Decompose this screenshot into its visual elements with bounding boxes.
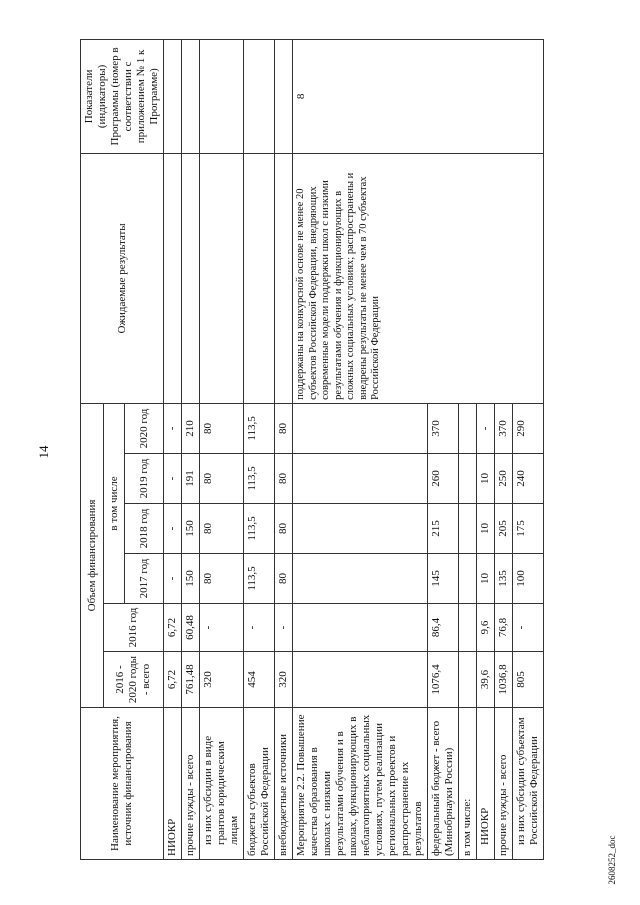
cell-2017: 80 <box>275 554 293 604</box>
row-label: федеральный бюджет - всего (Минобрнауки России) <box>428 708 459 860</box>
header-2016: 2016 год <box>104 604 164 652</box>
cell-2016: 60,48 <box>182 604 200 652</box>
cell-total: 1036,8 <box>495 652 513 708</box>
cell-2016: 6,72 <box>164 604 182 652</box>
cell-2019: 250 <box>495 454 513 504</box>
cell-2019: 80 <box>275 454 293 504</box>
cell-total: 320 <box>275 652 293 708</box>
cell-2020: 290 <box>513 403 544 453</box>
measure-title: Мероприятие 2.2. Повышение качества образования в школах с низкими результатами обучения и в школах, функционирующих в неблагоприятных социальных условиях, путем реализации региональных проектов и распространение их результатов <box>293 708 428 860</box>
cell-2018: 113,5 <box>244 504 275 554</box>
header-2019: 2019 год <box>125 454 164 504</box>
row-label: прочие нужды - всего <box>182 708 200 860</box>
header-2018: 2018 год <box>125 504 164 554</box>
cell-2017: 100 <box>513 554 544 604</box>
row-label: в том числе: <box>459 708 477 860</box>
row-label: из них субсидии в виде грантов юридическим лицам <box>200 708 244 860</box>
row-label: бюджеты субъектов Российской Федерации <box>244 708 275 860</box>
cell-total: 320 <box>200 652 244 708</box>
row-label: НИОКР <box>477 708 495 860</box>
cell-2018: 215 <box>428 504 459 554</box>
rotated-table-container <box>80 40 580 860</box>
cell-2018: 10 <box>477 504 495 554</box>
cell-2020: 80 <box>200 403 244 453</box>
row-label: внебюджетные источники <box>275 708 293 860</box>
header-including: в том числе <box>104 403 125 603</box>
cell-2020: 370 <box>495 403 513 453</box>
table-row <box>182 39 200 859</box>
cell-total: 805 <box>513 652 544 708</box>
table-row <box>164 39 182 859</box>
cell-total: 1076,4 <box>428 652 459 708</box>
cell-2017: 10 <box>477 554 495 604</box>
cell-total: 39,6 <box>477 652 495 708</box>
table-row <box>200 39 244 859</box>
cell-2016: 9,6 <box>477 604 495 652</box>
cell-2019: 260 <box>428 454 459 504</box>
cell-2019: 10 <box>477 454 495 504</box>
cell-total: 6,72 <box>164 652 182 708</box>
cell-2018: 205 <box>495 504 513 554</box>
cell-2016: 86,4 <box>428 604 459 652</box>
cell-2018: 80 <box>275 504 293 554</box>
page-number: 14 <box>36 445 51 459</box>
row-label: из них субсидии субъектам Российской Федерации <box>513 708 544 860</box>
header-total: 2016 - 2020 годы - всего <box>104 652 164 708</box>
cell-2017: 80 <box>200 554 244 604</box>
cell-2016: - <box>275 604 293 652</box>
cell-2020: - <box>164 403 182 453</box>
table-row <box>244 39 275 859</box>
funding-table <box>80 39 544 860</box>
cell-2016: - <box>244 604 275 652</box>
cell-2016: - <box>200 604 244 652</box>
cell-2018: 175 <box>513 504 544 554</box>
cell-2020: - <box>477 403 495 453</box>
cell-2016: 76,8 <box>495 604 513 652</box>
cell-total: 761,48 <box>182 652 200 708</box>
cell-2017: 113,5 <box>244 554 275 604</box>
cell-2019: 113,5 <box>244 454 275 504</box>
cell-2020: 113,5 <box>244 403 275 453</box>
cell-2018: 80 <box>200 504 244 554</box>
cell-2019: - <box>164 454 182 504</box>
header-indicators: Показатели (индикаторы) Программы (номер в соответствии с приложением № 1 к Программе) <box>81 39 164 153</box>
table-row <box>275 39 293 859</box>
cell-2017: 135 <box>495 554 513 604</box>
header-funding-group: Объем финансирования <box>81 403 104 707</box>
cell-2018: 150 <box>182 504 200 554</box>
cell-2020: 210 <box>182 403 200 453</box>
row-label: прочие нужды - всего <box>495 708 513 860</box>
footer-filename: 2608252_doc <box>607 835 617 885</box>
expected-result: поддержаны на конкурсной основе не менее 20 субъектов Российской Федерации, внедряющих современные модели поддержки школ с низкими результатами обучения и функционирующих в сложных социальных условиях; распространены и внедрены результаты не менее чем в 70 субъектах Российской Федерации <box>293 153 544 403</box>
header-2017: 2017 год <box>125 554 164 604</box>
cell-2016: - <box>513 604 544 652</box>
header-2020: 2020 год <box>125 403 164 453</box>
cell-2017: 150 <box>182 554 200 604</box>
header-results: Ожидаемые результаты <box>81 153 164 403</box>
cell-2019: 240 <box>513 454 544 504</box>
cell-total: 454 <box>244 652 275 708</box>
row-label: НИОКР <box>164 708 182 860</box>
cell-2017: - <box>164 554 182 604</box>
cell-2020: 370 <box>428 403 459 453</box>
indicator-number: 8 <box>293 39 544 153</box>
cell-2019: 191 <box>182 454 200 504</box>
cell-2019: 80 <box>200 454 244 504</box>
cell-2020: 80 <box>275 403 293 453</box>
cell-2018: - <box>164 504 182 554</box>
header-name: Наименование мероприятия, источник финансирования <box>81 708 164 860</box>
cell-2017: 145 <box>428 554 459 604</box>
table-row-measure <box>293 39 428 859</box>
